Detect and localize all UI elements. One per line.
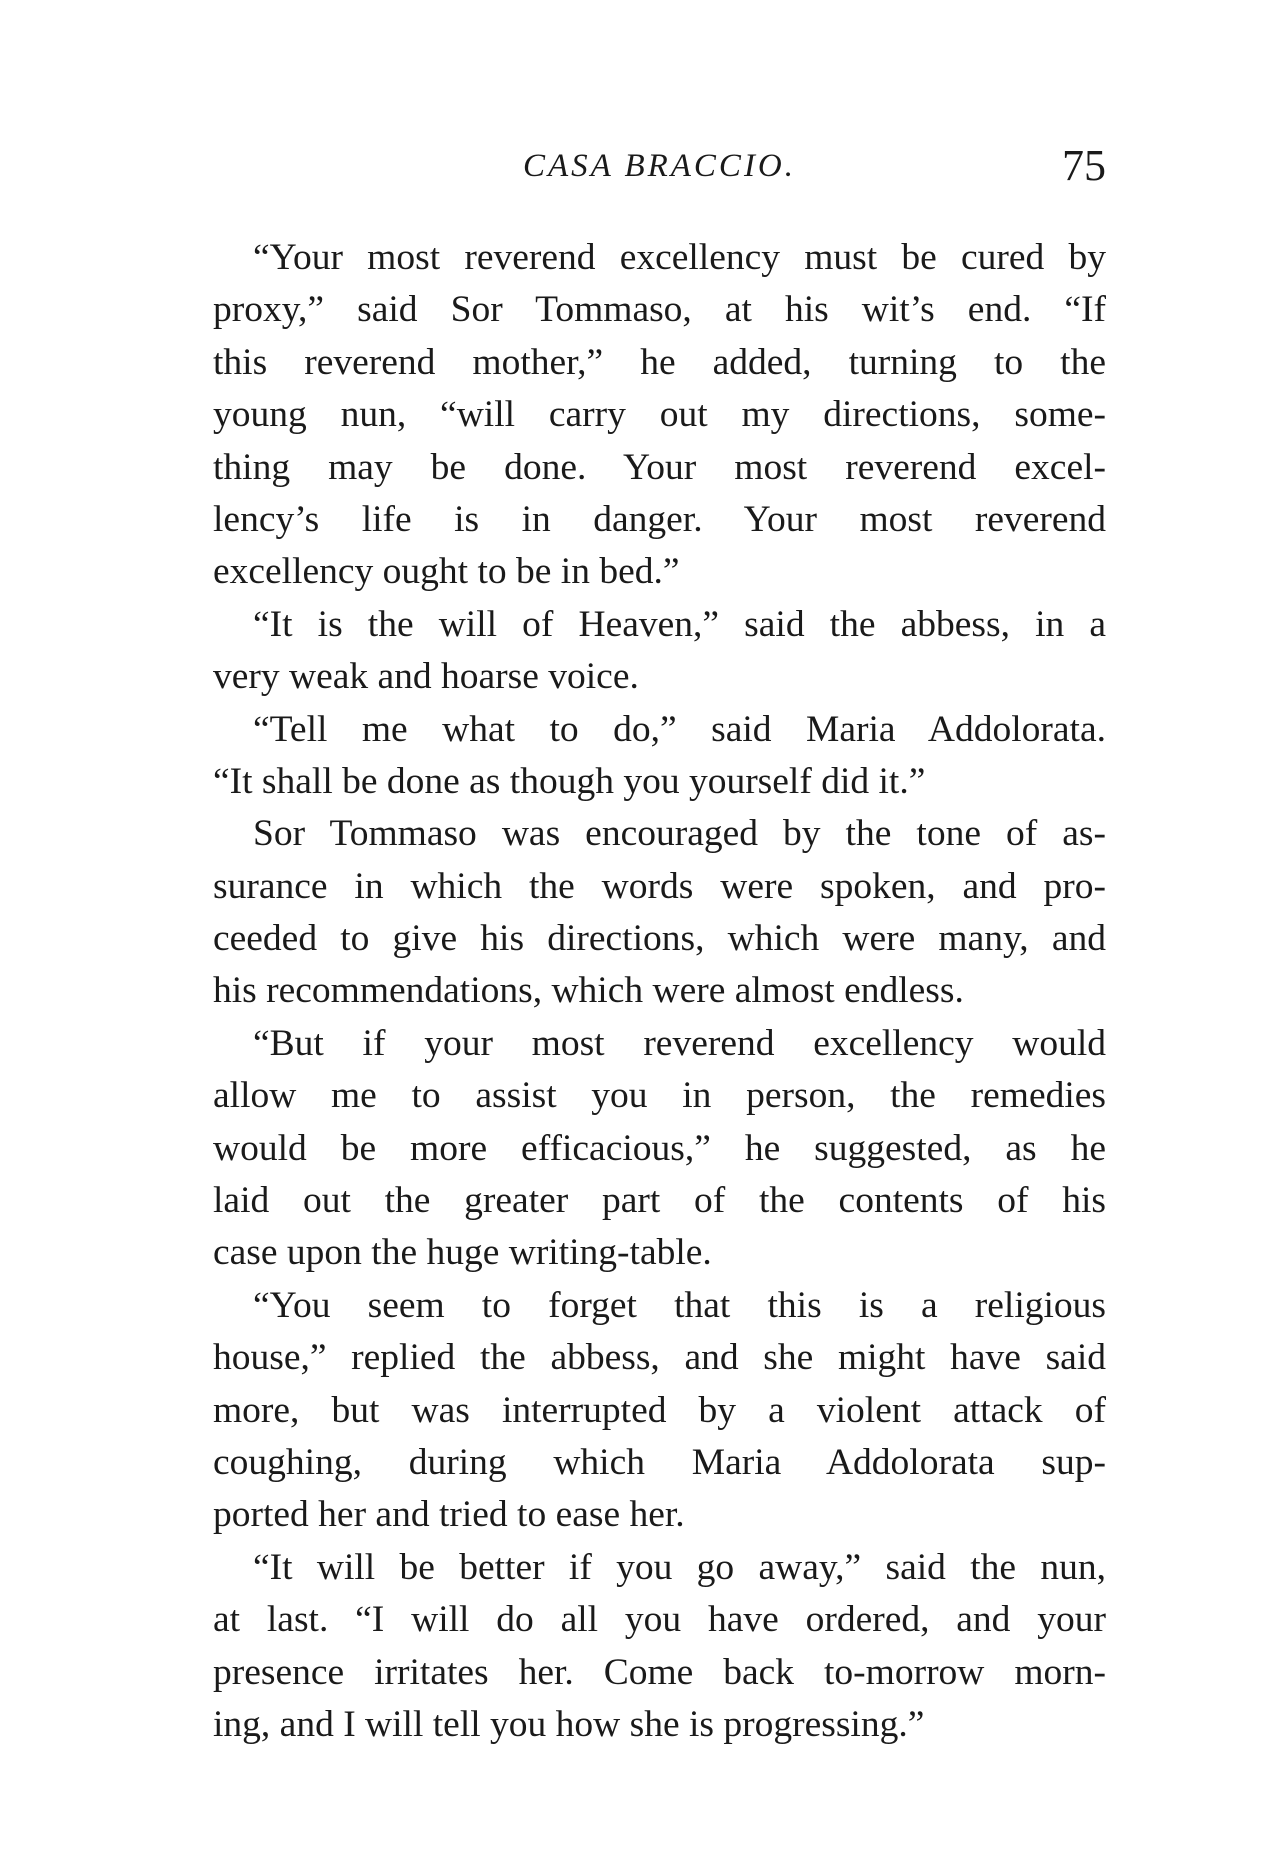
- text-line: young nun, “will carry out my directions, some-: [213, 394, 1106, 436]
- text-line: would be more efficacious,” he suggested, as he: [213, 1127, 1106, 1169]
- text-line: house,” replied the abbess, and she might have said: [213, 1337, 1106, 1379]
- text-line: thing may be done. Your most reverend excel-: [213, 446, 1106, 488]
- text-line: case upon the huge writing-table.: [213, 1232, 712, 1274]
- text-line: this reverend mother,” he added, turning to the: [213, 341, 1106, 383]
- text-line: “But if your most reverend excellency would: [253, 1022, 1106, 1064]
- text-line: lency’s life is in danger. Your most reverend: [213, 498, 1106, 540]
- paragraph: [213, 1280, 1106, 1542]
- text-line: Sor Tommaso was encouraged by the tone of as-: [253, 813, 1106, 855]
- text-line: ceeded to give his directions, which were many, and: [213, 918, 1106, 960]
- text-line: at last. “I will do all you have ordered, and your: [213, 1599, 1106, 1641]
- paragraph: [213, 1542, 1106, 1752]
- text-line: more, but was interrupted by a violent attack of: [213, 1389, 1106, 1431]
- text-line: ported her and tried to ease her.: [213, 1494, 685, 1536]
- text-line: “You seem to forget that this is a religious: [253, 1284, 1106, 1326]
- text-line: “Your most reverend excellency must be cured by: [253, 237, 1106, 278]
- text-line: very weak and hoarse voice.: [213, 656, 639, 698]
- paragraph: [213, 599, 1106, 704]
- text-line: allow me to assist you in person, the remedies: [213, 1075, 1106, 1117]
- text-line: his recommendations, which were almost endless.: [213, 970, 964, 1012]
- running-head: [213, 140, 1106, 200]
- text-line: proxy,” said Sor Tommaso, at his wit’s end. “If: [213, 289, 1106, 331]
- paragraph: [213, 704, 1106, 809]
- body-text: [213, 232, 1106, 1751]
- text-line: “It will be better if you go away,” said the nun,: [253, 1546, 1106, 1588]
- text-line: excellency ought to be in bed.”: [213, 551, 680, 593]
- text-line: “Tell me what to do,” said Maria Addolorata.: [253, 708, 1106, 750]
- text-line: presence irritates her. Come back to-morrow morn-: [213, 1651, 1106, 1693]
- paragraph: [213, 808, 1106, 1018]
- text-line: ing, and I will tell you how she is progressing.”: [213, 1703, 925, 1745]
- running-title: CASA BRACCIO.: [522, 148, 797, 184]
- text-line: “It is the will of Heaven,” said the abbess, in a: [253, 603, 1106, 645]
- page-number: 75: [1062, 141, 1106, 190]
- text-line: coughing, during which Maria Addolorata sup-: [213, 1441, 1106, 1483]
- text-line: surance in which the words were spoken, and pro-: [213, 865, 1106, 907]
- text-line: laid out the greater part of the contents of his: [213, 1180, 1106, 1222]
- paragraph: [213, 232, 1106, 599]
- paragraph: [213, 1018, 1106, 1280]
- text-line: “It shall be done as though you yourself did it.”: [213, 760, 926, 802]
